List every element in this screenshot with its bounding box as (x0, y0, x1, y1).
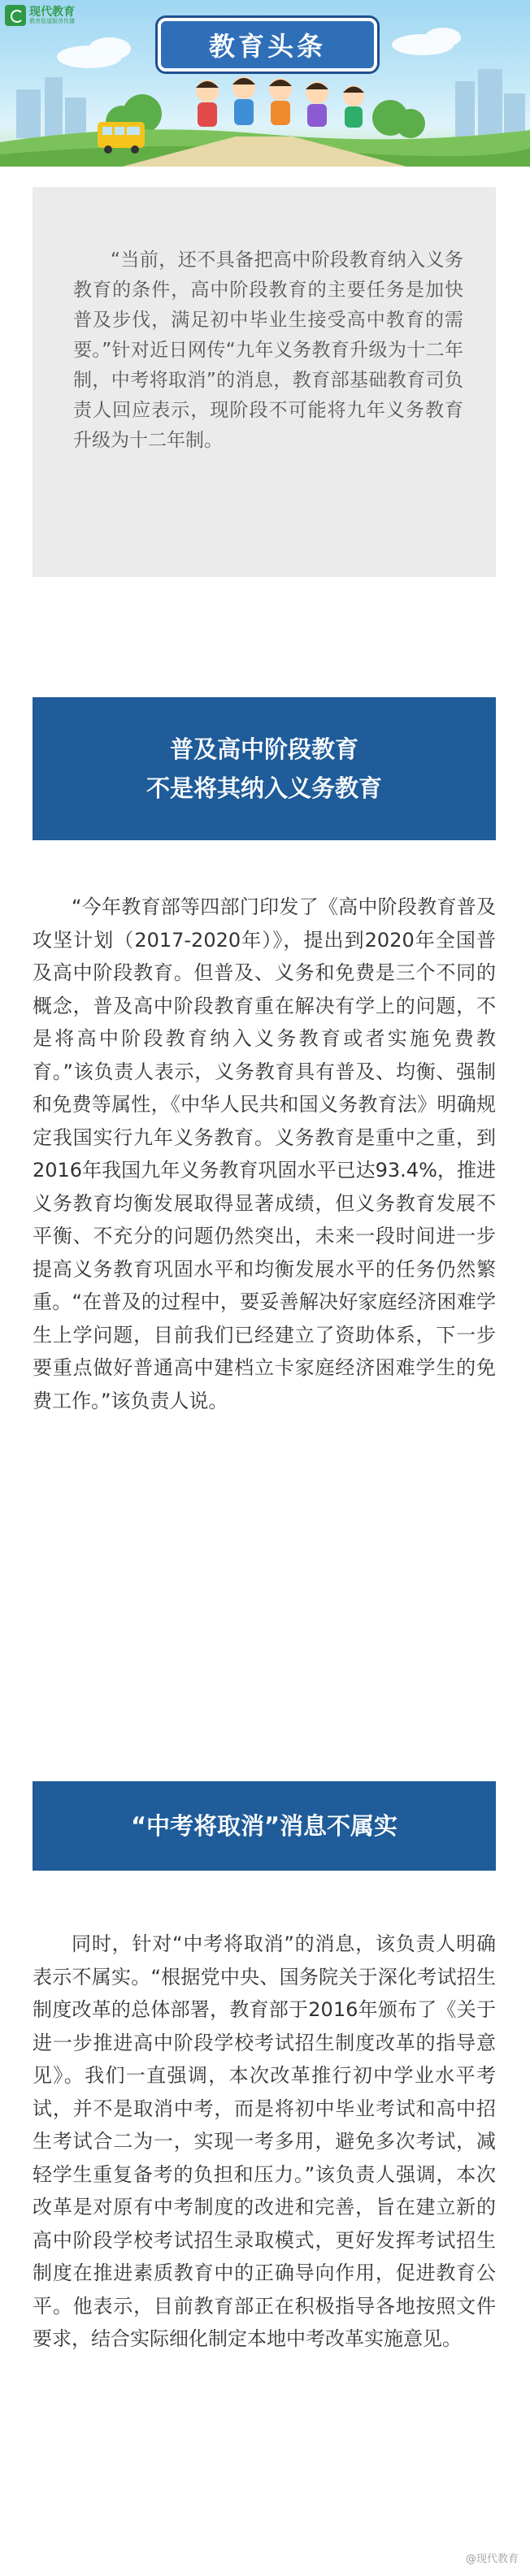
logo-icon (5, 5, 26, 26)
intro-text: “当前，还不具备把高中阶段教育纳入义务教育的条件，高中阶段教育的主要任务是加快普及步伐，满足初中毕业生接受高中教育的需要。”针对近日网传“九年义务教育升级为十二年制，中考将取消”的消息，教育部基础教育司负责人回应表示，现阶段不可能将九年义务教育升级为十二年制。 (73, 249, 463, 451)
section-2-header (33, 1781, 496, 1871)
banner-title-plate (158, 18, 377, 72)
brand-logo (5, 5, 75, 26)
header-banner (0, 0, 530, 167)
intro-quote-box (33, 187, 496, 577)
section-2-body: 同时，针对“中考将取消”的消息，该负责人明确表示不属实。“根据党中央、国务院关于深化考试招生制度改革的总体部署，教育部于2016年颁布了《关于进一步推进高中阶段学校考试招生制度改革的指导意见》。我们一直强调，本次改革推行初中学业水平考试，并不是取消中考，而是将初中毕业考试和高中招生考试合二为一，实现一考多用，避免多次考试，减轻学生重复备考的负担和压力。”该负责人强调，本次改革是对原有中考制度的改进和完善，旨在建立新的高中阶段学校考试招生录取模式，更好发挥考试招生制度在推进素质教育中的正确导向作用，促进教育公平。他表示，目前教育部正在积极指导各地按照文件要求，结合实际细化制定本地中考改革实施意见。 (33, 1932, 496, 2350)
logo-name: 现代教育 (29, 5, 75, 19)
logo-subtitle: 教育报道服务传播 (29, 17, 75, 24)
section-1-title-line-2: 不是将其纳入义务教育 (146, 774, 382, 802)
section-1-title-line-1: 普及高中阶段教育 (169, 735, 358, 763)
section-1-header (33, 697, 496, 840)
section-2-title: “中考将取消”消息不属实 (130, 1812, 398, 1840)
banner-title: 教育头条 (208, 31, 326, 62)
watermark: @现代教育 (465, 2553, 519, 2565)
section-1-body: “今年教育部等四部门印发了《高中阶段教育普及攻坚计划（2017-2020年）》，提出到2020年全国普及高中阶段教育。但普及、义务和免费是三个不同的概念，普及高中阶段教育重在解决有学上的问题，不是将高中阶段教育纳入义务教育或者实施免费教育。”该负责人表示，义务教育具有普及、均衡、强制和免费等属性，《中华人民共和国义务教育法》明确规定我国实行九年义务教育。义务教育是重中之重，到2016年我国九年义务教育巩固水平已达93.4%，推进义务教育均衡发展取得显著成绩，但义务教育发展不平衡、不充分的问题仍然突出，未来一段时间进一步提高义务教育巩固水平和均衡发展水平的任务仍然繁重。“在普及的过程中，要妥善解决好家庭经济困难学生上学问题，目前我们已经建立了资助体系，下一步要重点做好普通高中建档立卡家庭经济困难学生的免费工作。”该负责人说。 (33, 896, 496, 1412)
